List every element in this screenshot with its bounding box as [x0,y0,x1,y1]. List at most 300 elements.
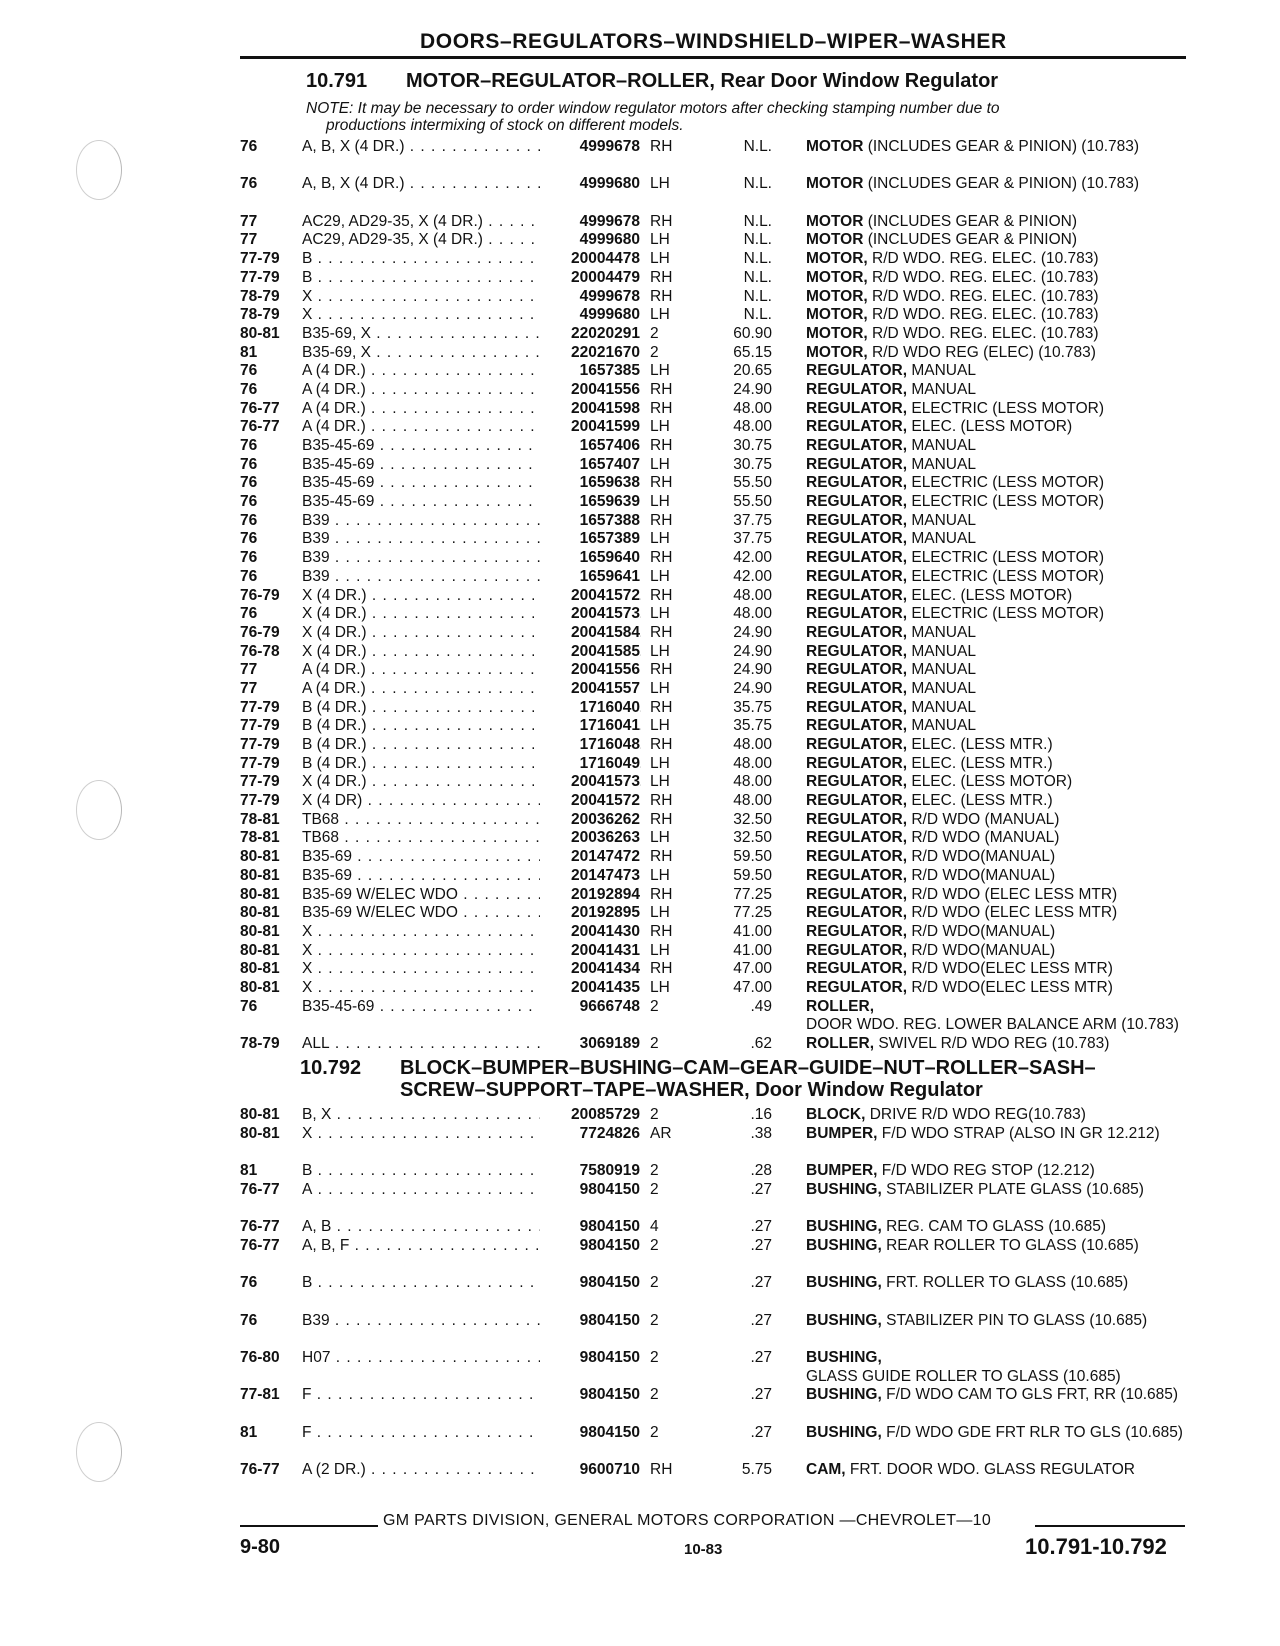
description [806,848,1186,867]
table-row [240,699,1186,718]
description [806,886,1186,905]
section-heading [306,70,998,92]
section-note [306,100,1166,134]
model-year: 76 [240,549,258,567]
quantity: RH [650,268,673,286]
price: .27 [750,1274,772,1292]
model-year: 80-81 [240,1106,280,1123]
model-year: 77-79 [240,250,280,268]
table-row [240,1424,1186,1461]
part-name: REGULATOR, [806,661,908,679]
price: 35.75 [733,698,772,716]
series: A (4 DR.) . . . [302,381,642,400]
part-detail: ELEC. (LESS MTR.) [907,792,1053,810]
series: B (4 DR.) . . . [302,736,642,755]
series: X . . . [302,306,642,325]
table-row [240,1181,1186,1218]
series: A (4 DR.) . . . [302,680,642,699]
section-title: BLOCK–BUMPER–BUSHING–CAM–GEAR–GUIDE–NUT–ROLLER–SASH– [400,1057,1096,1079]
part-detail: R/D WDO. REG. ELEC. (10.783) [867,268,1099,286]
quantity: LH [650,231,670,249]
part-number: 20041573 [540,605,640,624]
quantity: LH [650,717,670,735]
series: B35-45-69 . . . [302,998,642,1017]
description [806,773,1186,792]
part-name: REGULATOR, [806,941,908,959]
price: N.L. [743,138,772,155]
part-detail: R/D WDO(MANUAL) [907,848,1056,866]
part-detail: F/D WDO STRAP (ALSO IN GR 12.212) [877,1124,1160,1142]
quantity: RH [650,399,673,417]
description [806,923,1186,942]
series: B39 . . . [302,530,642,549]
part-detail: MANUAL [907,679,976,697]
series: X (4 DR.) . . . [302,773,642,792]
model-year: 76-77 [240,1236,280,1254]
price: 48.00 [733,754,772,772]
description [806,138,1186,157]
table-row [240,643,1186,662]
series: B . . . [302,1274,642,1293]
part-number: 20041598 [540,400,640,419]
series: A (4 DR.) . . . [302,418,642,437]
part-detail: GLASS GUIDE ROLLER TO GLASS (10.685) [806,1367,1121,1385]
part-number: 22020291 [540,325,640,344]
series: AC29, AD29-35, X (4 DR.) . . . [302,213,642,232]
quantity: RH [650,623,673,641]
section-number: 10.792 [300,1057,362,1079]
part-number: 9804150 [540,1349,640,1368]
quantity: LH [650,773,670,791]
model-year: 80-81 [240,324,280,342]
price: 55.50 [733,493,772,511]
description [806,362,1186,381]
part-detail: ELECTRIC (LESS MOTOR) [907,549,1104,567]
note-line: NOTE: It may be necessary to order window regulator motors after checking stamping number due to [306,100,1000,117]
model-year: 80-81 [240,866,280,884]
part-detail: R/D WDO. REG. ELEC. (10.783) [867,306,1099,324]
series: X (4 DR.) . . . [302,624,642,643]
model-year: 76 [240,511,258,529]
description [806,904,1186,923]
description [806,699,1186,718]
series: A, B, X (4 DR.) . . . [302,175,642,194]
model-year: 77 [240,661,258,679]
part-detail: R/D WDO(MANUAL) [907,866,1056,884]
table-row [240,624,1186,643]
price: N.L. [743,175,772,193]
part-detail: (INCLUDES GEAR & PINION) [863,231,1077,249]
part-number: 7724826 [540,1125,640,1144]
price: 24.90 [733,679,772,697]
part-detail: R/D WDO(MANUAL) [907,941,1056,959]
model-year: 76 [240,380,258,398]
quantity: RH [650,792,673,810]
part-name: REGULATOR, [806,679,908,697]
part-number: 1659638 [540,474,640,493]
price: 59.50 [733,866,772,884]
model-year: 76-78 [240,642,280,660]
description [806,829,1186,848]
price: N.L. [743,287,772,305]
part-name: BUMPER, [806,1124,878,1142]
series: B . . . [302,250,642,269]
part-name: REGULATOR, [806,773,908,791]
quantity: AR [650,1124,672,1142]
part-name: REGULATOR, [806,922,908,940]
description [806,624,1186,643]
price: 30.75 [733,455,772,473]
part-detail: MANUAL [907,362,976,380]
part-detail: R/D WDO REG (ELEC) (10.783) [867,343,1096,361]
description [806,979,1186,998]
part-number: 20041556 [540,661,640,680]
part-name: REGULATOR, [806,605,908,623]
part-detail: ELECTRIC (LESS MOTOR) [907,605,1104,623]
quantity: RH [650,212,673,230]
series: B39 . . . [302,512,642,531]
description [806,474,1186,493]
part-name: MOTOR, [806,343,868,361]
series: B39 . . . [302,568,642,587]
part-number: 20041585 [540,643,640,662]
series: X . . . [302,923,642,942]
description [806,530,1186,549]
series: B35-69 W/ELEC WDO . . . [302,886,642,905]
price: 48.00 [733,773,772,791]
table-row [240,886,1186,905]
header-rule [240,56,1186,59]
table-row [240,755,1186,774]
part-name: BUSHING, [806,1218,882,1236]
quantity: LH [650,941,670,959]
part-number: 9666748 [540,998,640,1017]
description [806,643,1186,662]
price: .16 [750,1106,772,1123]
series: A . . . [302,1181,642,1200]
part-name: MOTOR, [806,250,868,268]
series: X (4 DR.) . . . [302,587,642,606]
part-number: 1657406 [540,437,640,456]
model-year: 76-79 [240,623,280,641]
part-number: 22021670 [540,344,640,363]
description [806,1035,1186,1054]
description [806,960,1186,979]
part-detail: ELEC. (LESS MOTOR) [907,586,1073,604]
table-row [240,1106,1186,1125]
model-year: 76 [240,605,258,623]
part-number: 20041431 [540,942,640,961]
part-name: REGULATOR, [806,623,908,641]
page-number: 10-83 [684,1541,723,1558]
part-detail: REG. CAM TO GLASS (10.685) [881,1218,1107,1236]
quantity: LH [650,642,670,660]
model-year: 76 [240,474,258,492]
description [806,1125,1186,1144]
model-year: 80-81 [240,885,280,903]
part-number: 1657389 [540,530,640,549]
part-name: MOTOR [806,231,864,249]
part-name: REGULATOR, [806,530,908,548]
part-detail: ELECTRIC (LESS MOTOR) [907,399,1104,417]
table-row [240,979,1186,998]
quantity: RH [650,922,673,940]
part-name: REGULATOR, [806,455,908,473]
description [806,661,1186,680]
table-row [240,736,1186,755]
description [806,1349,1186,1386]
part-number: 20004478 [540,250,640,269]
table-row [240,1218,1186,1237]
quantity: LH [650,829,670,847]
model-year: 76-77 [240,418,280,436]
price: 35.75 [733,717,772,735]
part-name: REGULATOR, [806,474,908,492]
series: H07 . . . [302,1349,642,1368]
table-row [240,1237,1186,1274]
description [806,512,1186,531]
part-detail: R/D WDO. REG. ELEC. (10.783) [867,324,1099,342]
part-name: ROLLER, [806,997,875,1015]
part-detail: DOOR WDO. REG. LOWER BALANCE ARM (10.783) [806,1016,1179,1034]
model-year: 76 [240,1311,258,1329]
price: .28 [750,1162,772,1180]
model-year: 78-79 [240,1035,280,1053]
quantity: RH [650,549,673,567]
model-year: 77-79 [240,754,280,772]
description [806,998,1186,1035]
table-row [240,848,1186,867]
price: 5.75 [741,1461,772,1479]
part-name: MOTOR, [806,268,868,286]
part-number: 9804150 [540,1181,640,1200]
table-row [240,811,1186,830]
table-row [240,867,1186,886]
page-header-title: DOORS–REGULATORS–WINDSHIELD–WIPER–WASHER [420,30,1007,53]
table-row [240,474,1186,493]
part-name: BUSHING, [806,1423,882,1441]
series: X . . . [302,288,642,307]
description [806,587,1186,606]
section-subtitle: Door Window Regulator [749,1079,983,1101]
quantity: RH [650,848,673,866]
part-number: 1716048 [540,736,640,755]
part-name: REGULATOR, [806,904,908,922]
quantity: RH [650,736,673,754]
model-year: 77-79 [240,268,280,286]
price: 24.90 [733,661,772,679]
part-detail: FRT. ROLLER TO GLASS (10.685) [881,1274,1129,1292]
part-name: BUSHING, [806,1386,882,1404]
section-title: MOTOR–REGULATOR–ROLLER, [406,70,715,92]
series: X (4 DR.) . . . [302,643,642,662]
quantity: 2 [650,1236,659,1254]
table-row [240,1349,1186,1386]
table-row [240,269,1186,288]
table-row [240,773,1186,792]
description [806,568,1186,587]
part-detail: MANUAL [907,455,976,473]
series: B35-45-69 . . . [302,456,642,475]
description [806,1424,1186,1443]
part-name: ROLLER, [806,1035,875,1053]
table-row [240,1035,1186,1054]
part-name: CAM, [806,1461,846,1479]
part-name: MOTOR [806,175,864,193]
quantity: LH [650,493,670,511]
series: X (4 DR) . . . [302,792,642,811]
series: B39 . . . [302,549,642,568]
price: 48.00 [733,736,772,754]
quantity: 2 [650,1349,659,1367]
price: N.L. [743,231,772,249]
description [806,942,1186,961]
description [806,344,1186,363]
part-name: REGULATOR, [806,511,908,529]
price: 48.00 [733,792,772,810]
quantity: RH [650,810,673,828]
price: 24.90 [733,623,772,641]
table-row [240,549,1186,568]
quantity: 2 [650,1035,659,1053]
description [806,437,1186,456]
part-number: 1657407 [540,456,640,475]
table-row [240,904,1186,923]
table-row [240,362,1186,381]
price: 24.90 [733,380,772,398]
binder-hole [76,780,122,840]
description [806,213,1186,232]
part-detail: MANUAL [907,642,976,660]
description [806,792,1186,811]
part-detail: ELECTRIC (LESS MOTOR) [907,567,1104,585]
table-row [240,381,1186,400]
part-name: REGULATOR, [806,829,908,847]
price: N.L. [743,212,772,230]
table-row [240,792,1186,811]
table-row [240,923,1186,942]
model-year: 77-81 [240,1386,280,1404]
model-year: 76-77 [240,1461,280,1479]
series: TB68 . . . [302,829,642,848]
description [806,867,1186,886]
table-row [240,231,1186,250]
quantity: LH [650,250,670,268]
table-row [240,306,1186,325]
footer-rule [240,1525,378,1527]
quantity: LH [650,866,670,884]
quantity: RH [650,960,673,978]
model-year: 76 [240,437,258,455]
price: 48.00 [733,586,772,604]
part-name: MOTOR, [806,287,868,305]
price: N.L. [743,250,772,268]
part-detail: R/D WDO (ELEC LESS MTR) [907,885,1118,903]
part-detail: F/D WDO REG STOP (12.212) [877,1162,1095,1180]
part-number: 20004479 [540,269,640,288]
part-detail: MANUAL [907,717,976,735]
series: B35-69 . . . [302,848,642,867]
part-name: BUSHING, [806,1236,882,1254]
quantity: RH [650,1461,673,1479]
table-row [240,456,1186,475]
table-row [240,1312,1186,1349]
quantity: RH [650,437,673,455]
description [806,605,1186,624]
part-number: 20041573 [540,773,640,792]
part-number: 20041435 [540,979,640,998]
model-year: 76 [240,175,258,193]
quantity: LH [650,455,670,473]
model-year: 80-81 [240,848,280,866]
part-name: REGULATOR, [806,736,908,754]
part-number: 1716040 [540,699,640,718]
description [806,680,1186,699]
part-number: 1659641 [540,568,640,587]
quantity: 2 [650,343,659,361]
part-number: 20041584 [540,624,640,643]
quantity: 2 [650,1180,659,1198]
part-detail: R/D WDO(ELEC LESS MTR) [907,960,1113,978]
model-year: 77 [240,679,258,697]
series: X . . . [302,1125,642,1144]
part-name: REGULATOR, [806,960,908,978]
part-detail: R/D WDO(ELEC LESS MTR) [907,978,1113,996]
part-detail: ELECTRIC (LESS MOTOR) [907,493,1104,511]
part-name: REGULATOR, [806,866,908,884]
price: 65.15 [733,343,772,361]
part-detail: MANUAL [907,511,976,529]
table-row [240,1461,1186,1480]
description [806,250,1186,269]
quantity: RH [650,698,673,716]
part-detail: F/D WDO GDE FRT RLR TO GLS (10.685) [881,1423,1183,1441]
part-number: 1716049 [540,755,640,774]
part-name: REGULATOR, [806,586,908,604]
model-year: 77-79 [240,717,280,735]
description [806,1181,1186,1200]
model-year: 80-81 [240,978,280,996]
price: 60.90 [733,324,772,342]
binder-hole [76,1422,122,1482]
table-row [240,829,1186,848]
table-row [240,344,1186,363]
part-detail: ELEC. (LESS MTR.) [907,736,1053,754]
price: 32.50 [733,829,772,847]
series: B35-69, X . . . [302,325,642,344]
table-row [240,250,1186,269]
part-number: 20041556 [540,381,640,400]
price: .27 [750,1236,772,1254]
part-number: 20041434 [540,960,640,979]
description [806,1461,1186,1480]
description [806,1386,1186,1405]
part-number: 1716041 [540,717,640,736]
quantity: RH [650,138,673,155]
part-name: REGULATOR, [806,792,908,810]
price: 55.50 [733,474,772,492]
part-detail: DRIVE R/D WDO REG(10.783) [865,1106,1086,1123]
part-number: 9804150 [540,1312,640,1331]
part-detail: R/D WDO(MANUAL) [907,922,1056,940]
footer-date: 9-80 [240,1536,281,1558]
quantity: 2 [650,324,659,342]
series: B . . . [302,1162,642,1181]
part-number: 4999678 [540,288,640,307]
part-number: 9804150 [540,1218,640,1237]
table-row [240,661,1186,680]
part-number: 1659640 [540,549,640,568]
